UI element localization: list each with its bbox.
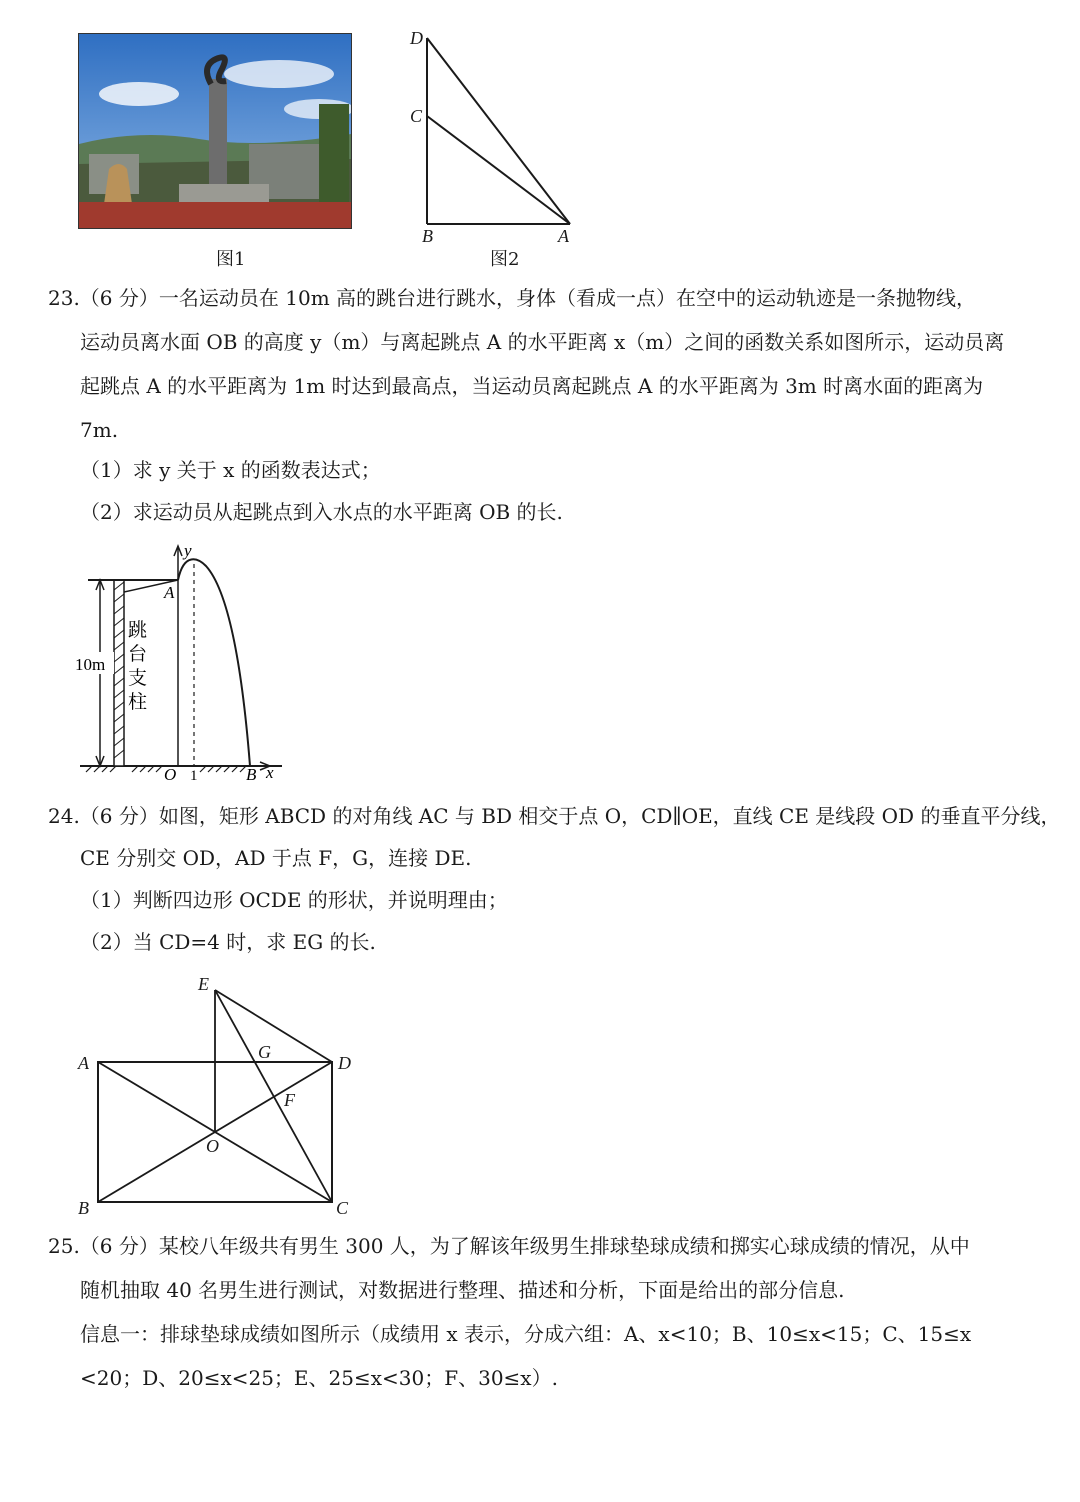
q25-line1: 25.（6 分）某校八年级共有男生 300 人，为了解该年级男生排球垫球成绩和掷实心球成绩的情况，从中 [48, 1234, 970, 1258]
point-D-label: D [338, 1053, 351, 1073]
point-B-label: B [246, 765, 257, 780]
tick-1-label: 1 [190, 768, 198, 780]
pillar-char-3: 支 [128, 668, 148, 689]
point-G-label: G [258, 1042, 271, 1062]
figure1-caption: 图1 [216, 249, 246, 270]
point-B-label: B [78, 1198, 89, 1218]
rectangle-figure [70, 970, 370, 1220]
point-C-label: C [336, 1198, 349, 1218]
q24-part2: （2）当 CD=4 时，求 EG 的长. [80, 930, 376, 954]
figure2-caption: 图2 [490, 249, 520, 270]
point-A-label: A [78, 1053, 89, 1073]
pillar-char-1: 跳 [128, 620, 148, 641]
q25-line4: <20；D、20≤x<25；E、25≤x<30；F、30≤x）. [80, 1366, 558, 1390]
y-axis-label: y [184, 541, 192, 560]
pillar-char-4: 柱 [128, 692, 148, 713]
point-A-label: A [558, 226, 569, 246]
origin-O-label: O [164, 765, 177, 780]
point-B-label: B [422, 226, 433, 246]
q23-part2: （2）求运动员从起跳点到入水点的水平距离 OB 的长. [80, 500, 563, 524]
segment-ED [215, 990, 332, 1062]
point-A-label: A [164, 583, 175, 602]
monument-photo [78, 33, 352, 229]
q23-part1: （1）求 y 关于 x 的函数表达式； [80, 458, 381, 482]
point-O-label: O [206, 1136, 219, 1156]
q24-line2: CE 分别交 OD，AD 于点 F，G，连接 DE. [80, 846, 472, 870]
monument-photo-drawing [79, 34, 351, 228]
q23-line3: 起跳点 A 的水平距离为 1m 时达到最高点，当运动员离起跳点 A 的水平距离为 3m 时离水面的距离为 [80, 374, 984, 398]
q23-line1: 23.（6 分）一名运动员在 10m 高的跳台进行跳水，身体（看成一点）在空中的运动轨迹是一条抛物线， [48, 286, 977, 310]
q24-line1: 24.（6 分）如图，矩形 ABCD 的对角线 AC 与 BD 相交于点 O，CD∥OE，直线 CE 是线段 OD 的垂直平分线， [48, 804, 1061, 828]
figure2-diagram [400, 28, 590, 248]
q25-line2: 随机抽取 40 名男生进行测试，对数据进行整理、描述和分析，下面是给出的部分信息. [80, 1278, 845, 1302]
q23-line4: 7m. [80, 418, 119, 442]
point-D-label: D [410, 28, 423, 48]
pillar-char-2: 台 [128, 644, 148, 665]
height-label: 10m [75, 655, 106, 674]
point-F-label: F [284, 1090, 295, 1110]
diving-figure [72, 540, 292, 780]
q24-part1: （1）判断四边形 OCDE 的形状，并说明理由； [80, 888, 508, 912]
line-CE [215, 990, 332, 1202]
q23-line2: 运动员离水面 OB 的高度 y（m）与离起跳点 A 的水平距离 x（m）之间的函数关系如图所示，运动员离 [80, 330, 1005, 354]
x-axis-label: x [266, 763, 274, 780]
q25-line3: 信息一：排球垫球成绩如图所示（成绩用 x 表示，分成六组：A、x<10；B、10≤x<15；C、15≤x [80, 1322, 972, 1346]
trajectory-parabola [178, 559, 250, 766]
point-E-label: E [198, 974, 209, 994]
point-C-label: C [410, 106, 423, 126]
